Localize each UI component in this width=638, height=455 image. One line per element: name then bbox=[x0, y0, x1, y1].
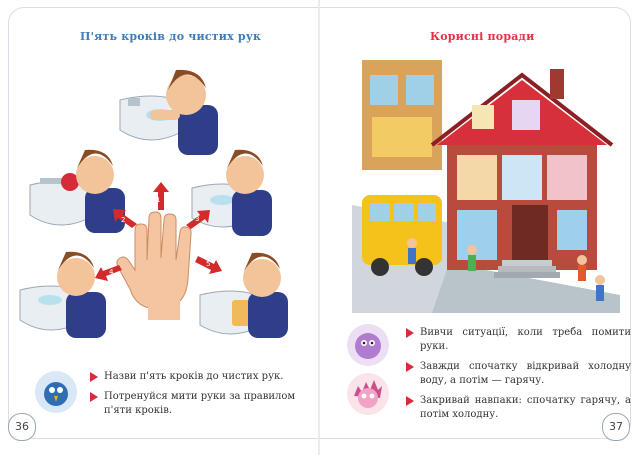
hedgehog-character-icon bbox=[346, 372, 390, 416]
page-title: П'ять кроків до чистих рук bbox=[80, 30, 262, 43]
bird-character-icon bbox=[34, 370, 78, 414]
background-building bbox=[362, 60, 442, 170]
bullet-triangle-icon bbox=[90, 392, 98, 402]
boy-figure-1 bbox=[150, 70, 218, 155]
list-item: Назви п'ять кроків до чистих рук. bbox=[90, 370, 300, 384]
step-number-4: 4 bbox=[109, 268, 114, 276]
step-number-2: 2 bbox=[121, 216, 126, 224]
page-title: Корисні поради bbox=[430, 30, 535, 43]
handwashing-steps-illustration bbox=[0, 60, 318, 350]
left-bullet-list bbox=[90, 370, 300, 424]
list-item: Потренуйся мити руки за правилом п'яти кроків. bbox=[90, 390, 300, 418]
list-item: Завжди спочатку відкривай холодну воду, а потім — гарячу. bbox=[406, 360, 631, 388]
bullet-triangle-icon bbox=[406, 362, 414, 372]
hand-illustration bbox=[117, 212, 191, 320]
bullet-triangle-icon bbox=[406, 396, 414, 406]
round-character-icon bbox=[346, 323, 390, 367]
step-number-5: 5 bbox=[206, 260, 211, 268]
bullet-triangle-icon bbox=[90, 372, 98, 382]
house-cutaway-illustration bbox=[352, 55, 620, 313]
school-bus bbox=[362, 195, 442, 276]
right-bullet-list bbox=[406, 326, 631, 428]
right-page bbox=[320, 0, 638, 455]
list-item: Вивчи ситуації, коли треба помити руки. bbox=[406, 326, 631, 354]
left-page bbox=[0, 0, 318, 455]
bullet-triangle-icon bbox=[406, 328, 414, 338]
page-number: 36 bbox=[8, 413, 36, 441]
list-item: Закривай навпаки: спочатку гарячу, а потім холодну. bbox=[406, 394, 631, 422]
step-number-1: 1 bbox=[156, 196, 161, 204]
front-stairs bbox=[494, 260, 560, 278]
page-number: 37 bbox=[602, 413, 630, 441]
step-number-3: 3 bbox=[195, 215, 200, 223]
